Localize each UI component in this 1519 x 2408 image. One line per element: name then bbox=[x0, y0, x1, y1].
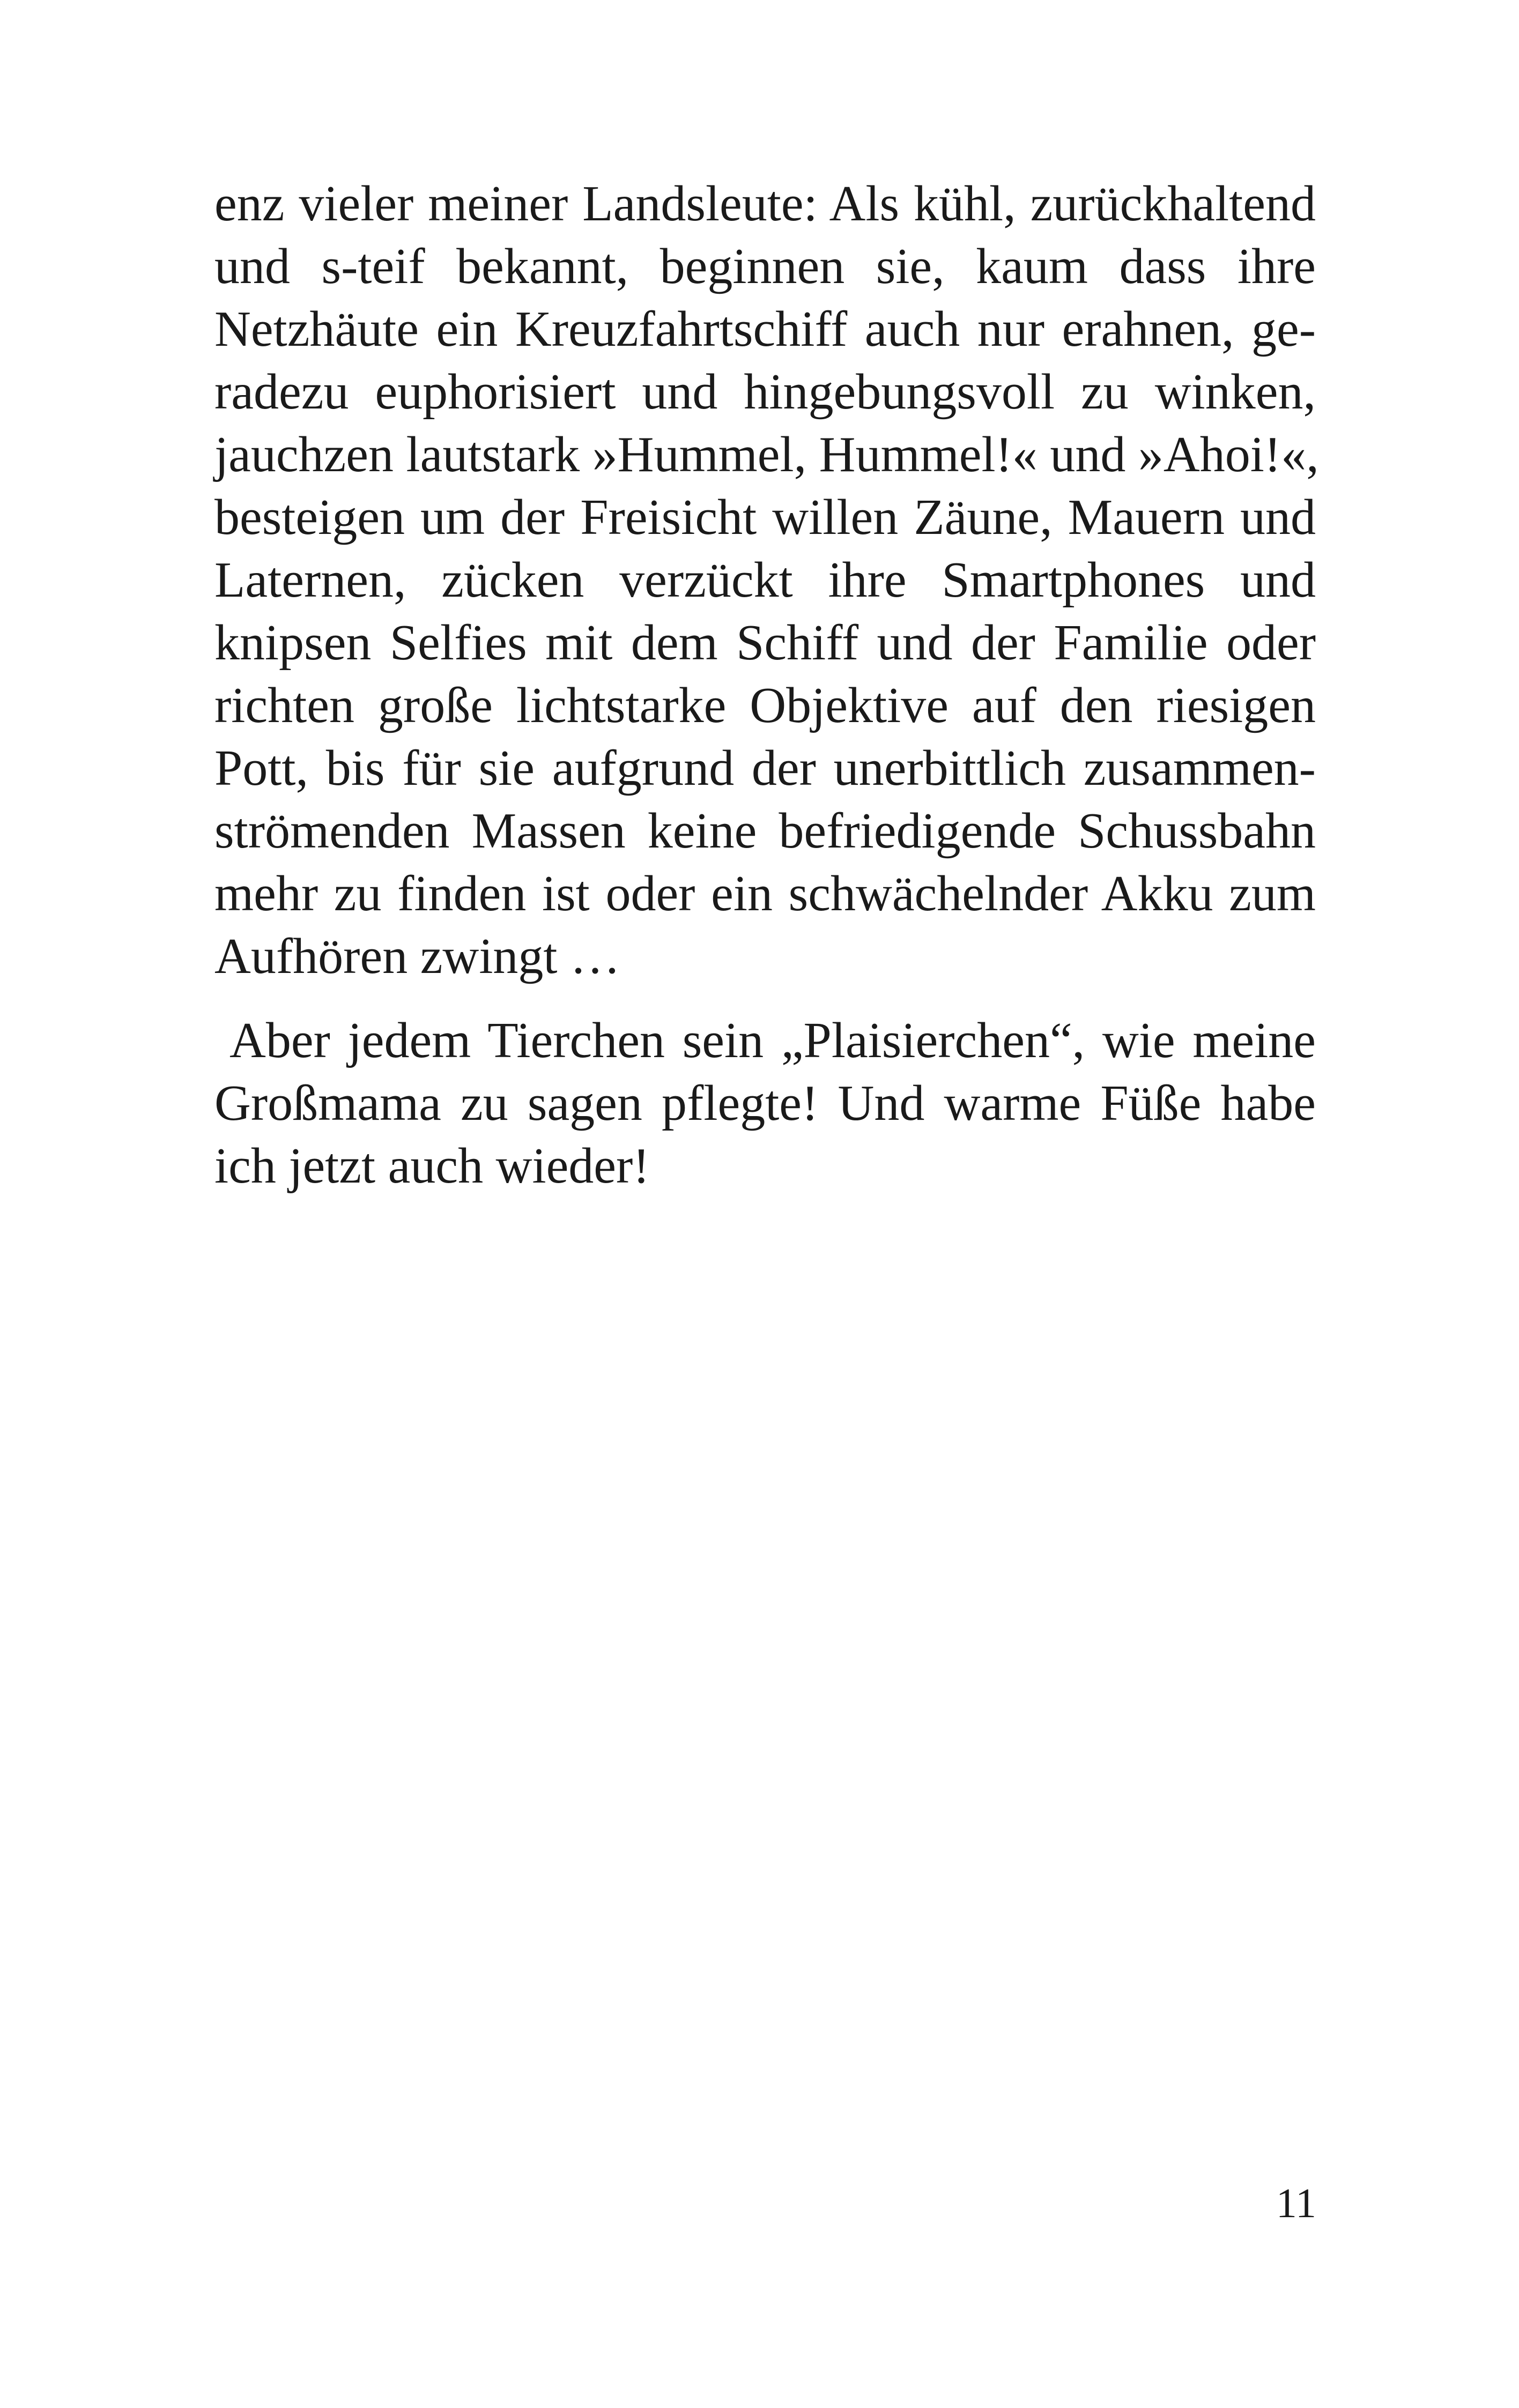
text-line: richten große lichtstarke Objektive auf den riesigen bbox=[214, 678, 1316, 733]
paragraph-1 bbox=[214, 173, 1319, 988]
text-line: besteigen um der Freisicht willen Zäune, Mauern und bbox=[214, 489, 1316, 545]
body-text bbox=[214, 173, 1319, 1198]
text-line: Großmama zu sagen pflegte! Und warme Füße habe bbox=[214, 1075, 1316, 1131]
text-line: strömenden Massen keine befriedigende Schussbahn bbox=[214, 803, 1316, 859]
text-line: und s-teif bekannt, beginnen sie, kaum dass ihre bbox=[214, 239, 1316, 294]
text-line: mehr zu finden ist oder ein schwächelnder Akku zum bbox=[214, 866, 1316, 921]
text-line: jauchzen lautstark »Hummel, Hummel!« und »Ahoi!«, bbox=[214, 427, 1319, 482]
text-line: Laternen, zücken verzückt ihre Smartphones und bbox=[214, 552, 1316, 608]
text-line: Pott, bis für sie aufgrund der unerbittlich zusammen- bbox=[214, 740, 1316, 796]
text-line: Aufhören zwingt … bbox=[214, 928, 621, 984]
text-line: radezu euphorisiert und hingebungsvoll zu winken, bbox=[214, 364, 1316, 420]
text-line: knipsen Selfies mit dem Schiff und der Familie oder bbox=[214, 615, 1316, 671]
text-line: Aber jedem Tierchen sein „Plaisierchen“, wie meine bbox=[229, 1013, 1316, 1068]
text-line: Netzhäute ein Kreuzfahrtschiff auch nur erahnen, ge- bbox=[214, 301, 1316, 357]
paragraph-spacer bbox=[214, 988, 1316, 1009]
text-line: ich jetzt auch wieder! bbox=[214, 1138, 650, 1194]
page-number: 11 bbox=[1276, 2180, 1316, 2226]
text-line: enz vieler meiner Landsleute: Als kühl, zurückhaltend bbox=[214, 176, 1316, 232]
paragraph-2 bbox=[214, 1009, 1316, 1198]
